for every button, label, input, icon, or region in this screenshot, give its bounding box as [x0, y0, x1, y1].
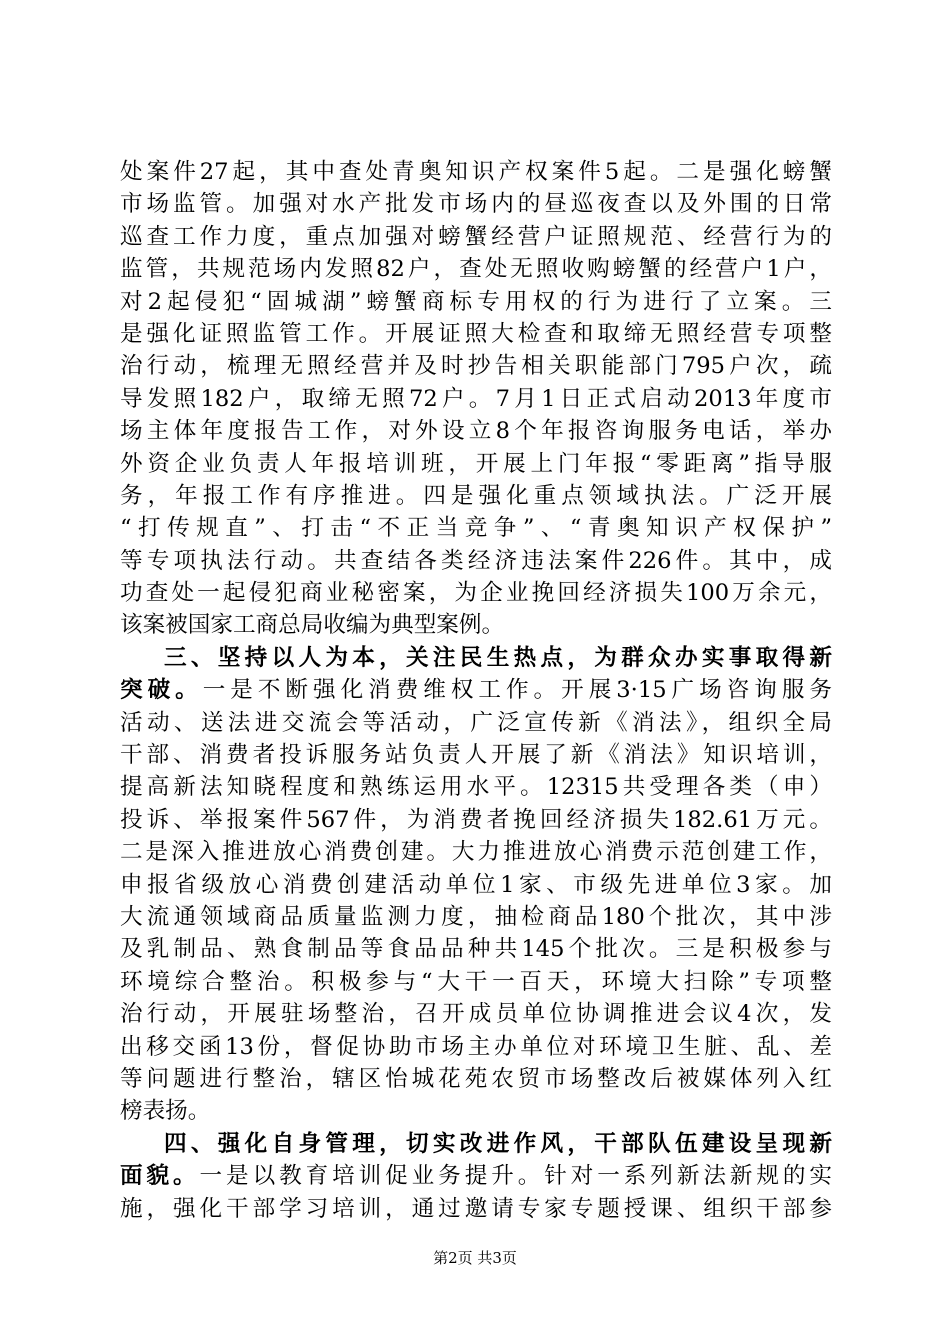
- text-line: [120, 318, 832, 350]
- text-line: [120, 869, 832, 901]
- text-line: [120, 1160, 832, 1192]
- body-text: [120, 156, 832, 1225]
- text-line: [120, 804, 832, 836]
- text-line: [120, 1095, 832, 1127]
- line-text: 及乳制品、熟食制品等食品品种共145个批次。三是积极参与: [120, 936, 832, 963]
- line-text: 外资企业负责人年报培训班，开展上门年报“零距离”指导服: [120, 450, 832, 477]
- line-text: 干部、消费者投诉服务站负责人开展了新《消法》知识培训，: [120, 742, 832, 769]
- line-text: 等问题进行整治，辖区怡城花苑农贸市场整改后被媒体列入红: [120, 1065, 832, 1092]
- section-heading: 面貌。: [120, 1163, 200, 1190]
- text-line: [120, 383, 832, 415]
- text-line: [120, 188, 832, 220]
- page-footer: 第2页 共3页: [433, 1249, 517, 1267]
- text-line: [120, 286, 832, 318]
- line-text: 导发照182户，取缔无照72户。7月1日正式启动2013年度市: [120, 385, 832, 412]
- line-text: 大流通领域商品质量监测力度，抽检商品180个批次，其中涉: [120, 903, 832, 930]
- text-line: [120, 933, 832, 965]
- line-text: 治行动，梳理无照经营并及时抄告相关职能部门795户次，疏: [120, 353, 832, 380]
- text-line: [120, 415, 832, 447]
- line-text: 等专项执法行动。共查结各类经济违法案件226件。其中，成: [120, 547, 832, 574]
- text-line: [120, 771, 832, 803]
- text-line: [120, 998, 832, 1030]
- line-text: 是强化证照监管工作。开展证照大检查和取缔无照经营专项整: [120, 320, 832, 347]
- line-text: 对2起侵犯“固城湖”螃蟹商标专用权的行为进行了立案。三: [120, 288, 832, 315]
- text-line: [120, 480, 832, 512]
- line-text: 巡查工作力度，重点加强对螃蟹经营户证照规范、经营行为的: [120, 223, 832, 250]
- line-text: 监管，共规范场内发照82户，查处无照收购螃蟹的经营户1户，: [120, 256, 832, 283]
- line-text: 投诉、举报案件567件，为消费者挽回经济损失182.61万元。: [120, 806, 832, 833]
- line-text: 活动、送法进交流会等活动，广泛宣传新《消法》，组织全局: [120, 709, 832, 736]
- line-text: 申报省级放心消费创建活动单位1家、市级先进单位3家。加: [120, 871, 832, 898]
- line-text: 二是深入推进放心消费创建。大力推进放心消费示范创建工作，: [120, 839, 832, 866]
- line-text: 市场监管。加强对水产批发市场内的昼巡夜查以及外围的日常: [120, 191, 832, 218]
- text-line: [120, 253, 832, 285]
- line-text: 治行动，开展驻场整治，召开成员单位协调推进会议4次，发: [120, 1001, 832, 1028]
- line-text: 环境综合整治。积极参与“大干一百天，环境大扫除”专项整: [120, 968, 832, 995]
- line-text: 处案件27起，其中查处青奥知识产权案件5起。二是强化螃蟹: [120, 159, 832, 185]
- text-line: [120, 674, 832, 706]
- text-line: [120, 1193, 832, 1225]
- text-line: [120, 1063, 832, 1095]
- section-heading: 突破。: [120, 677, 203, 704]
- text-line: [120, 966, 832, 998]
- text-line: [120, 512, 832, 544]
- text-line: [120, 156, 832, 188]
- line-text: 功查处一起侵犯商业秘密案，为企业挽回经济损失100万余元，: [120, 580, 832, 607]
- text-line: [120, 901, 832, 933]
- line-text: 该案被国家工商总局收编为典型案例。: [120, 612, 505, 639]
- text-line: [120, 1031, 832, 1063]
- text-line: [120, 739, 832, 771]
- section-heading: 四、强化自身管理，切实改进作风，干部队伍建设呈现新: [164, 1130, 832, 1157]
- line-text: 场主体年度报告工作，对外设立8个年报咨询服务电话，举办: [120, 418, 832, 445]
- text-line: [120, 836, 832, 868]
- line-text: 施，强化干部学习培训，通过邀请专家专题授课、组织干部参: [120, 1195, 832, 1222]
- text-line: [120, 642, 832, 674]
- line-text: 务，年报工作有序推进。四是强化重点领域执法。广泛开展: [120, 482, 832, 509]
- text-line: [120, 1128, 832, 1160]
- text-line: [120, 350, 832, 382]
- line-text: 榜表扬。: [120, 1098, 211, 1125]
- text-line: [120, 221, 832, 253]
- line-text: 提高新法知晓程度和熟练运用水平。12315共受理各类（申）: [120, 774, 832, 801]
- section-heading: 三、坚持以人为本，关注民生热点，为群众办实事取得新: [164, 644, 832, 671]
- text-line: [120, 545, 832, 577]
- text-line: [120, 609, 832, 641]
- line-text: 一是不断强化消费维权工作。开展3·15广场咨询服务: [202, 677, 832, 704]
- line-text: “打传规直”、打击“不正当竞争”、“青奥知识产权保护”: [120, 515, 832, 542]
- text-line: [120, 707, 832, 739]
- line-text: 出移交函13份，督促协助市场主办单位对环境卫生脏、乱、差: [120, 1033, 832, 1060]
- text-line: [120, 448, 832, 480]
- line-text: 一是以教育培训促业务提升。针对一系列新法新规的实: [199, 1163, 832, 1190]
- text-line: [120, 577, 832, 609]
